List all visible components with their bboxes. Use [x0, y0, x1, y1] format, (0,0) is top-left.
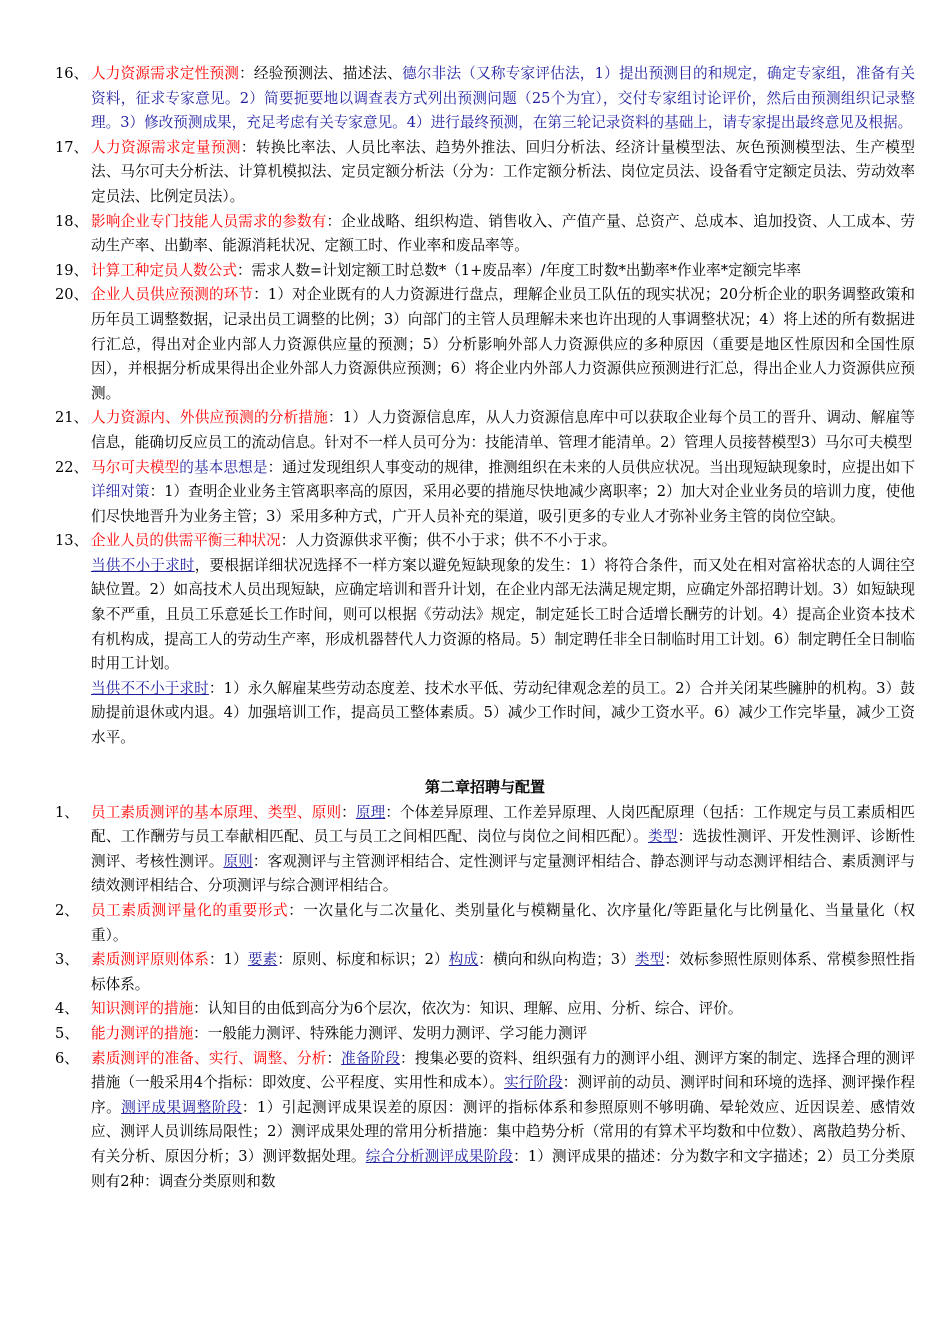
highlighted-text: 的基本思想是	[179, 458, 268, 476]
item-heading: 影响企业专门技能人员需求的参数有	[91, 212, 327, 230]
item-heading: 素质测评的准备、实行、调整、分析	[91, 1049, 327, 1067]
item-number: 13、	[55, 532, 89, 550]
item-text: ：转换比率法、人员比率法、趋势外推法、回归分析法、经济计量模型法、灰色预测模型法、生产模型法、马尔可夫分析法、计算机模拟法、定员定额分析法（分为：工作定额分析法、岗位定员法、设备看守定额定员法、劳动效率定员法、比例定员法）。	[91, 138, 915, 205]
item-heading: 素质测评原则体系	[91, 951, 209, 969]
item-number: 16、	[55, 65, 89, 82]
list-item	[55, 406, 915, 455]
item-body	[91, 136, 915, 210]
item-body	[91, 62, 915, 136]
underlined-term: 准备阶段	[341, 1049, 401, 1067]
item-heading: 人力资源内、外供应预测的分析措施	[91, 409, 329, 427]
item-heading: 人力资源需求定量预测	[91, 138, 241, 156]
underlined-term: 类型	[634, 951, 665, 969]
item-number: 19、	[55, 261, 89, 279]
chapter-1-list	[55, 62, 915, 554]
item-text: ：1）引起测评成果误差的原因：测评的指标体系和参照原则不够明确、晕轮效应、近因误差、感情效应、测评人员训练局限性；2）测评成果处理的常用分析措施：集中趋势分析（常用的有算术平均数和中位数）、离散趋势分析、有关分析、原因分析；3）测评数据处理。	[91, 1098, 915, 1165]
item-heading: 员工素质测评的基本原理、类型、原则	[91, 803, 342, 821]
item-body	[91, 283, 915, 406]
underlined-term: 实行阶段	[504, 1074, 563, 1092]
item-number: 3、	[55, 951, 79, 969]
item-text: ：1）测评成果的描述：分为数字和文字描述；2）员工分类原则有2种：调查分类原则和数	[91, 1147, 915, 1190]
item-body	[91, 456, 915, 530]
item-text: ：经验预测法、描述法、	[239, 65, 403, 82]
item-text: ：效标参照性原则体系、常模参照性指标体系。	[91, 951, 915, 993]
highlighted-text: 德尔非法（又称专家评估法，1）提出预测目的和规定，确定专家组，准备有关资料，征求专家意见。2）简要扼要地以调查表方式列出预测问题（25个为宜），交付专家组讨论评价，然后由预测组织记录整理。3）修改预测成果，充足考虑有关专家意见。4）进行最终预测，在第三轮记录资料的基础上，请专家提出最终意见及根据。	[91, 65, 915, 132]
item-text: ：1）永久解雇某些劳动态度差、技术水平低、劳动纪律观念差的员工。2）合并关闭某些臃肿的机构。3）鼓励提前退休或内退。4）加强培训工作，提高员工整体素质。5）减少工作时间，减少工资水平。6）减少工作完毕量，减少工资水平。	[91, 679, 915, 747]
highlighted-text: 详细对策	[91, 483, 150, 501]
underlined-term: 要素	[247, 951, 278, 969]
item-body	[91, 899, 915, 948]
item-text: ：需求人数=计划定额工时总数*（1+废品率）/年度工时数*出勤率*作业率*定额完毕率	[236, 261, 801, 279]
underlined-term: 构成	[448, 951, 479, 969]
list-item	[55, 283, 915, 406]
item-number: 17、	[55, 138, 89, 156]
item-heading: 能力测评的措施	[91, 1024, 194, 1042]
list-item	[55, 210, 915, 259]
item-heading: 企业人员的供需平衡三种状况	[91, 532, 281, 550]
item-heading: 马尔可夫模型	[91, 458, 180, 476]
chapter-2-list	[55, 801, 915, 1195]
underlined-term: 原则	[223, 852, 253, 870]
item-number: 4、	[55, 1000, 79, 1018]
item-body	[91, 1047, 915, 1195]
list-item	[55, 948, 915, 997]
item-text: ：测评前的动员、测评时间和环境的选择、测评操作程序。	[91, 1074, 915, 1116]
item-body	[91, 1022, 915, 1047]
item-heading: 企业人员供应预测的环节	[91, 286, 254, 304]
item-text: ：	[326, 1049, 342, 1067]
underlined-term: 综合分析测评成果阶段	[365, 1147, 514, 1165]
list-item	[55, 529, 915, 554]
item-text: ：认知目的由低到高分为6个层次，依次为：知识、理解、应用、分析、综合、评价。	[193, 1000, 743, 1018]
item-text: ：选拔性测评、开发性测评、诊断性测评、考核性测评。	[91, 828, 915, 870]
underlined-term: 原理	[355, 803, 386, 821]
item-text: ：个体差异原理、工作差异原理、人岗匹配原理（包括：工作规定与员工素质相匹配、工作酬劳与员工奉献相匹配、员工与员工之间相匹配、岗位与岗位之间相匹配）。	[91, 803, 915, 846]
item-text: ：横向和纵向构造；3）	[478, 951, 635, 969]
item-body	[91, 801, 915, 899]
document-page	[55, 62, 915, 1194]
item-number: 18、	[55, 212, 89, 230]
item-text: ：一次量化与二次量化、类别量化与模糊量化、次序量化/等距量化与比例量化、当量量化（权重）。	[91, 902, 915, 944]
item-text: ：原则、标度和标识；2）	[277, 951, 449, 969]
item-text: ：1）对企业既有的人力资源进行盘点，理解企业员工队伍的现实状况；20分析企业的职务调整政策和历年员工调整数据，记录出员工调整的比例；3）向部门的主管人员理解未来也许出现的人事调整状况；4）将上述的所有数据进行汇总，得出对企业内部人力资源供应量的预测；5）分析影响外部人力资源供应的多种原因（重要是地区性原因和全国性原因），并根据分析成果得出企业外部人力资源供应预测；6）将企业内外部人力资源供应预测进行汇总，得出企业人力资源供应预测。	[91, 286, 915, 402]
item-text: ：搜集必要的资料、组织强有力的测评小组、测评方案的制定、选择合理的测评措施（一般采用4个指标：即效度、公平程度、实用性和成本）。	[91, 1049, 915, 1092]
item-text: ：人力资源供求平衡；供不小于求；供不不小于求。	[280, 532, 617, 550]
item-text: ：1）	[208, 951, 248, 969]
item-body	[91, 948, 915, 997]
item-heading: 知识测评的措施	[91, 1000, 194, 1018]
item-number: 1、	[55, 803, 79, 821]
supply-exceeds-demand-paragraph	[91, 554, 915, 677]
item-text: ：通过发现组织人事变动的规律，推测组织在未来的人员供应状况。当出现短缺现象时，应提出如下	[267, 458, 915, 476]
item-number: 5、	[55, 1024, 79, 1042]
item-body	[91, 997, 915, 1022]
list-item	[55, 997, 915, 1022]
list-item	[55, 62, 915, 136]
item-text: ：客观测评与主管测评相结合、定性测评与定量测评相结合、静态测评与动态测评相结合、素质测评与绩效测评相结合、分项测评与综合测评相结合。	[91, 852, 915, 895]
list-item	[55, 801, 915, 899]
item-body	[91, 406, 915, 455]
list-item	[55, 456, 915, 530]
item-heading: 人力资源需求定性预测	[91, 65, 240, 82]
item-text: ：1）查明企业业务主管离职率高的原因，采用必要的措施尽快地减少离职率；2）加大对企业业务员的培训力度，使他们尽快地晋升为业务主管；3）采用多种方式，广开人员补充的渠道，吸引更多的专业人才弥补业务主管的岗位空缺。	[91, 483, 915, 525]
underlined-term: 当供不不小于求时	[91, 679, 209, 697]
item-body	[91, 529, 915, 554]
item-text: ：1）人力资源信息库，从人力资源信息库中可以获取企业每个员工的晋升、调动、解雇等信息，能确切反应员工的流动信息。针对不一样人员可分为：技能清单、管理才能清单。2）管理人员接替模型3）马尔可夫模型	[91, 409, 915, 451]
item-body	[91, 210, 915, 259]
list-item	[55, 899, 915, 948]
supply-below-demand-paragraph	[91, 677, 915, 751]
item-text: ：	[341, 803, 356, 821]
list-item	[55, 1022, 915, 1047]
underlined-term: 类型	[647, 828, 678, 846]
item-body	[91, 259, 915, 284]
item-text: ，要根据详细状况选择不一样方案以避免短缺现象的发生：1）将符合条件，而又处在相对富裕状态的人调往空缺位置。2）如高技术人员出现短缺，应确定培训和晋升计划，在企业内部无法满足规定期，应确定外部招聘计划。3）如短缺现象不严重，且员工乐意延长工作时间，则可以根据《劳动法》规定，制定延长工时合适增长酬劳的计划。4）提高企业资本技术有机构成，提高工人的劳动生产率，形成机器替代人力资源的格局。5）制定聘任非全日制临时用工计划。6）制定聘任全日制临时用工计划。	[91, 556, 915, 673]
item-number: 6、	[55, 1049, 79, 1067]
list-item	[55, 1047, 915, 1195]
underlined-term: 当供不小于求时	[91, 556, 195, 574]
item-number: 2、	[55, 902, 79, 919]
list-item	[55, 259, 915, 284]
item-number: 21、	[55, 409, 89, 427]
chapter-2-title: 第二章招聘与配置	[424, 777, 545, 796]
item-heading: 员工素质测评量化的重要形式	[91, 902, 289, 919]
underlined-term: 测评成果调整阶段	[121, 1098, 242, 1116]
item-text: ：企业战略、组织构造、销售收入、产值产量、总资产、总成本、追加投资、人工成本、劳动生产率、出勤率、能源消耗状况、定额工时、作业率和废品率等。	[91, 212, 915, 255]
item-number: 20、	[55, 286, 89, 304]
item-heading: 计算工种定员人数公式	[91, 261, 237, 279]
item-text: ：一般能力测评、特殊能力测评、发明力测评、学习能力测评	[193, 1024, 588, 1042]
list-item	[55, 136, 915, 210]
item-number: 22、	[55, 458, 89, 476]
